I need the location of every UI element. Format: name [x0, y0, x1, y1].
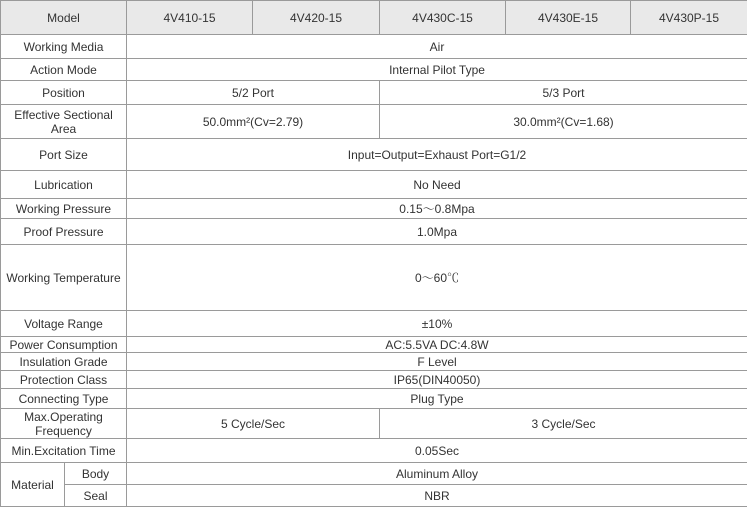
working-pressure-label: Working Pressure [1, 199, 127, 219]
table-row [1, 439, 747, 463]
protection-class-label: Protection Class [1, 371, 127, 389]
working-pressure-value: 0.15～0.8Mpa [127, 199, 747, 219]
model-4v430p-cell: 4V430P-15 [631, 1, 747, 35]
port-size-value: Input=Output=Exhaust Port=G1/2 [127, 139, 747, 171]
lubrication-label: Lubrication [1, 171, 127, 199]
connecting-type-value: Plug Type [127, 389, 747, 409]
effective-area-value-b: 30.0mm²(Cv=1.68) [380, 105, 747, 139]
working-temperature-label: Working Temperature [1, 245, 127, 311]
port-size-label: Port Size [1, 139, 127, 171]
proof-pressure-value: 1.0Mpa [127, 219, 747, 245]
lubrication-value: No Need [127, 171, 747, 199]
table-row [1, 409, 747, 439]
table-row [1, 81, 747, 105]
model-header-cell: Model [1, 1, 127, 35]
header-row [1, 1, 747, 35]
table-row [1, 59, 747, 81]
max-operating-frequency-value-b: 3 Cycle/Sec [380, 409, 747, 439]
effective-area-label: Effective Sectional Area [1, 105, 127, 139]
table-row [1, 463, 747, 485]
material-body-value: Aluminum Alloy [127, 463, 747, 485]
working-media-value: Air [127, 35, 747, 59]
max-operating-frequency-value-a: 5 Cycle/Sec [127, 409, 380, 439]
table-row [1, 105, 747, 139]
model-4v420-cell: 4V420-15 [253, 1, 380, 35]
model-4v410-cell: 4V410-15 [127, 1, 253, 35]
voltage-range-label: Voltage Range [1, 311, 127, 337]
table-row [1, 311, 747, 337]
power-consumption-label: Power Consumption [1, 337, 127, 353]
insulation-grade-label: Insulation Grade [1, 353, 127, 371]
material-seal-value: NBR [127, 485, 747, 507]
model-4v430c-cell: 4V430C-15 [380, 1, 506, 35]
table-row [1, 353, 747, 371]
min-excitation-time-label: Min.Excitation Time [1, 439, 127, 463]
table-row [1, 219, 747, 245]
proof-pressure-label: Proof Pressure [1, 219, 127, 245]
working-temperature-value: 0～60℃ [127, 245, 747, 311]
table-row [1, 389, 747, 409]
min-excitation-time-value: 0.05Sec [127, 439, 747, 463]
action-mode-label: Action Mode [1, 59, 127, 81]
connecting-type-label: Connecting Type [1, 389, 127, 409]
position-value-a: 5/2 Port [127, 81, 380, 105]
working-media-label: Working Media [1, 35, 127, 59]
material-label: Material [1, 463, 65, 507]
table-row [1, 199, 747, 219]
table-row [1, 171, 747, 199]
power-consumption-value: AC:5.5VA DC:4.8W [127, 337, 747, 353]
position-label: Position [1, 81, 127, 105]
insulation-grade-value: F Level [127, 353, 747, 371]
model-4v430e-cell: 4V430E-15 [506, 1, 631, 35]
table-row [1, 371, 747, 389]
table-row [1, 245, 747, 311]
voltage-range-value: ±10% [127, 311, 747, 337]
table-row [1, 485, 747, 507]
position-value-b: 5/3 Port [380, 81, 747, 105]
material-body-label: Body [65, 463, 127, 485]
protection-class-value: IP65(DIN40050) [127, 371, 747, 389]
max-operating-frequency-label: Max.Operating Frequency [1, 409, 127, 439]
material-seal-label: Seal [65, 485, 127, 507]
table-row [1, 337, 747, 353]
effective-area-value-a: 50.0mm²(Cv=2.79) [127, 105, 380, 139]
action-mode-value: Internal Pilot Type [127, 59, 747, 81]
table-row [1, 139, 747, 171]
table-row [1, 35, 747, 59]
